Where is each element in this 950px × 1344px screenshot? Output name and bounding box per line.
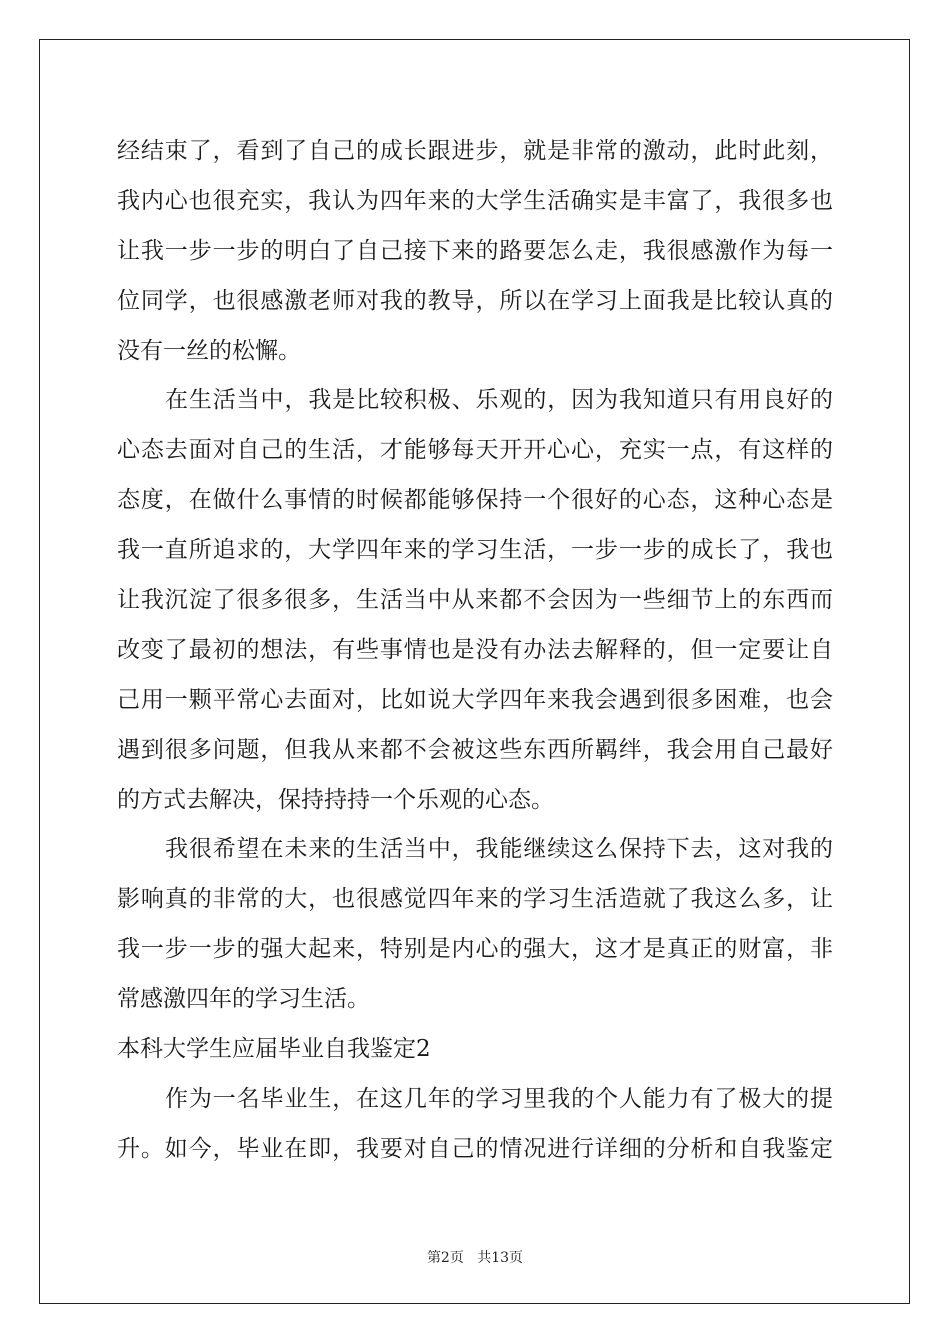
text-line: 升。如今，毕业在即，我要对自己的情况进行详细的分析和自我鉴定 [117, 1135, 833, 1162]
text-line: 位同学，也很感激老师对我的教导，所以在学习上面我是比较认真的 [117, 287, 833, 314]
text-line: 没有一丝的松懈。 [117, 337, 301, 364]
text-line: 影响真的非常的大，也很感觉四年来的学习生活造就了我这么多，让 [117, 886, 833, 913]
document-body [117, 127, 833, 1175]
text-line: 在生活当中，我是比较积极、乐观的，因为我知道只有用良好的 [165, 387, 833, 414]
paragraph [117, 127, 833, 376]
text-line: 我很希望在未来的生活当中，我能继续这么保持下去，这对我的 [165, 836, 833, 863]
text-line: 让我沉淀了很多很多，生活当中从来都不会因为一些细节上的东西而 [117, 587, 833, 614]
text-line: 作为一名毕业生，在这几年的学习里我的个人能力有了极大的提 [165, 1085, 833, 1112]
text-line: 经结束了，看到了自己的成长跟进步，就是非常的激动，此时此刻， [117, 138, 833, 164]
text-line: 我内心也很充实，我认为四年来的大学生活确实是丰富了，我很多也 [117, 187, 833, 214]
text-line: 遇到很多问题，但我从来都不会被这些东西所羁绊，我会用自己最好 [117, 736, 833, 763]
text-line: 态度，在做什么事情的时候都能够保持一个很好的心态，这种心态是 [117, 487, 833, 514]
paragraph [117, 825, 833, 1025]
text-line: 的方式去解决，保持持持一个乐观的心态。 [117, 786, 554, 813]
section-heading: 本科大学生应届毕业自我鉴定2 [117, 1036, 431, 1063]
text-line: 我一直所追求的，大学四年来的学习生活，一步一步的成长了，我也 [117, 537, 833, 564]
text-line: 让我一步一步的明白了自己接下来的路要怎么走，我很感激作为每一 [117, 237, 833, 264]
paragraph [117, 376, 833, 825]
page-footer [0, 1247, 950, 1267]
page-number: 第2页 [426, 1250, 464, 1266]
text-line: 改变了最初的想法，有些事情也是没有办法去解释的，但一定要让自 [117, 636, 833, 663]
text-line: 己用一颗平常心去面对，比如说大学四年来我会遇到很多困难，也会 [117, 686, 833, 713]
text-line: 心态去面对自己的生活，才能够每天开开心心，充实一点，有这样的 [117, 437, 833, 464]
text-line: 常感激四年的学习生活。 [117, 986, 370, 1013]
paragraph [117, 1075, 833, 1175]
text-line: 我一步一步的强大起来，特别是内心的强大，这才是真正的财富，非 [117, 936, 833, 963]
total-pages: 共13页 [477, 1250, 524, 1266]
